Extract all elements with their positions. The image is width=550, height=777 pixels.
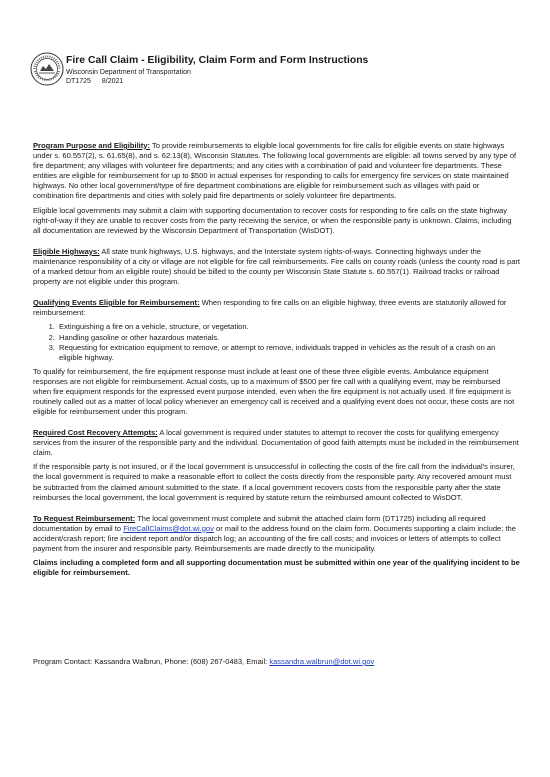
wisdot-seal-icon [30,52,64,86]
purpose-paragraph [33,141,520,201]
request-text-a: The local government must complete and submit the attached claim form (DT1725) including all required documentation by email to [33,513,486,533]
purpose-text: To provide reimbursements to eligible local governments for fire calls for eligible events on state highways under s. 60.557(2), s. 61.65(8), and s. 62.13(8), Wisconsin Statutes. The following local governments are eligible: all towns served by any type of fire department; any villages with volunteer fire departments; and any cities with a combination of paid and volunteer fire departments. These entities are eligible for reimbursement for up to $500 in actual expenses for responding to calls for emergency fire services on state maintained highways. No other local government/type of fire department combinations are eligible for reimbursement such as villages with paid or combination fire departments and cities with solely paid fire departments or solely volunteer fire departments. [33,141,517,201]
recovery-paragraph [33,428,520,458]
highways-heading: Eligible Highways: [33,246,100,256]
events-paragraph-2: To qualify for reimbursement, the fire equipment response must include at least one of these three eligible events. Ambulance equipment responses are not eligible for reimbursement. Actual costs, up to a maximum of $500 per fire call with a qualifying event, may be reimbursed when fire equipment responds for the expressed event purpose intended, even when the fire equipment is not actually used. If fire equipment is routinely called out as a matter of local policy whenever an emergency call is received and a qualifying event does not occur, these costs are not eligible for reimbursement under this program. [33,366,515,416]
list-item: 2. Handling gasoline or other hazardous materials. [57,333,520,343]
events-heading: Qualifying Events Eligible for Reimbursement: [33,298,200,307]
purpose-heading: Program Purpose and Eligibility: [33,141,150,150]
list-item: 3. Requesting for extrication equipment to remove, or attempt to remove, individuals trapped in vehicles as the result of a crash on an eligible highway. [57,343,520,363]
form-number: DT1725 [66,78,91,85]
claims-email-link[interactable]: FireCallClaims@dot.wi.gov [123,523,214,533]
highways-text: All state trunk highways, U.S. highways, and the Interstate system rights-of-ways. Connecting highways under the maintenance responsibility of a city or village are not eligible for fire call reimbursements. Fire calls on county roads (unless the county road is part of a marked detour from an eligible route) should be billed to the county per Wisconsin State Statute s. 60.557(1). Railroad tracks or railroad property are not eligible under this program. [33,246,521,286]
purpose-paragraph-2: Eligible local governments may submit a claim with supporting documentation to recover costs for responding to fire calls on the state highway right-of-way if they are unable to recover costs from the party receiving the service, or when the responsible party is unknown. Claims, including all documentation are reviewed by the Wisconsin Department of Transportation (WisDOT). [33,205,512,235]
agency-name: Wisconsin Department of Transportation [66,69,191,76]
form-date: 8/2021 [101,78,124,85]
recovery-paragraph-2: If the responsible party is not insured, or if the local government is unsuccessful in collecting the costs of the fire call from the individual's insurer, the local government is required to make a reasonable effort to collect the costs directly from the responsible party. Any recovered amount must be subtracted from the claimed amount submitted to the state. If a local government recovers costs from the responsible party after the state reimburses the local government, the local government is required by statute return the reimbursed amount collected to WisDOT. [33,462,515,502]
request-text-b: or mail to the address found on the claim form. Documents supporting a claim include: the accident/crash report; fire incident report and/or dispatch log; an accounting of the fire call costs; and invoices or letters of attempts to collect payment from the insurer and responsible party. Reimbursements are made directly to the municipality. [33,523,516,553]
recovery-text: A local government is required under statutes to attempt to recover the costs for qualifying emergency services from the insurer of the responsible party and the individual. Documentation of good faith attempts must be included in the reimbursement claim. [33,427,519,457]
request-heading: To Request Reimbursement: [33,513,136,523]
events-text: When responding to fire calls on an eligible highway, three events are statutorily allowed for reimbursement: [33,298,507,318]
form-identifier [66,77,368,86]
contact-email-link[interactable]: kassandra.walbrun@dot.wi.gov [269,657,375,666]
submission-deadline-notice: Claims including a completed form and all supporting documentation must be submitted within one year of the qualifying incident to be eligible for reimbursement. [33,558,520,578]
recovery-heading: Required Cost Recovery Attempts: [33,427,158,437]
request-paragraph [33,514,520,554]
program-contact [33,657,374,667]
highways-paragraph [33,247,520,287]
qualifying-events-list [33,322,520,362]
document-title: Fire Call Claim - Eligibility, Claim Form and Form Instructions [66,55,369,66]
contact-text: Program Contact: Kassandra Walbrun, Phone: (608) 267-0483, Email: [33,657,270,666]
list-item: 1. Extinguishing a fire on a vehicle, structure, or vegetation. [57,322,520,332]
document-body [33,141,520,583]
document-header [30,52,530,96]
events-paragraph [33,298,520,318]
